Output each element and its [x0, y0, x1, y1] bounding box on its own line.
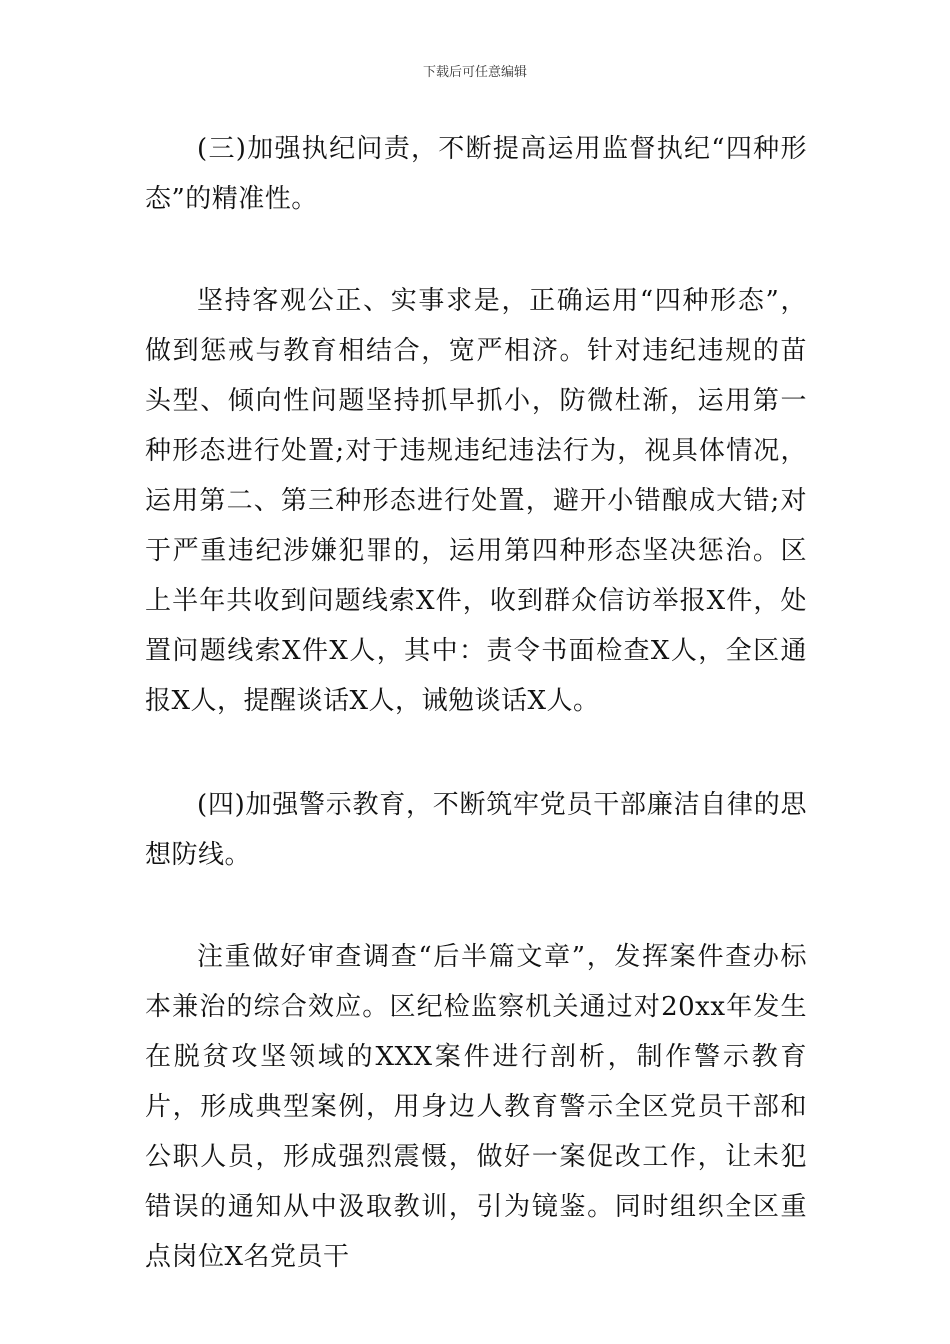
section-heading-3: (三)加强执纪问责，不断提高运用监督执纪“四种形态”的精准性。	[145, 134, 807, 214]
document-body	[145, 124, 807, 1282]
section-body-4: 注重做好审查调查“后半篇文章”，发挥案件查办标本兼治的综合效应。区纪检监察机关通过对20xx年发生在脱贫攻坚领域的XXX案件进行剖析，制作警示教育片，形成典型案例，用身边人教育警示全区党员干部和公职人员，形成强烈震慑，做好一案促改工作，让未犯错误的通知从中汲取教训，引为镜鉴。同时组织全区重点岗位X名党员干	[145, 942, 807, 1272]
section-heading-4: (四)加强警示教育，不断筑牢党员干部廉洁自律的思想防线。	[145, 790, 807, 870]
page-header-note: 下载后可任意编辑	[422, 65, 527, 80]
section-body-3: 坚持客观公正、实事求是，正确运用“四种形态”，做到惩戒与教育相结合，宽严相济。针对违纪违规的苗头型、倾向性问题坚持抓早抓小，防微杜渐，运用第一种形态进行处置;对于违规违纪违法行为，视具体情况，运用第二、第三种形态进行处置，避开小错酿成大错;对于严重违纪涉嫌犯罪的，运用第四种形态坚决惩治。区上半年共收到问题线索X件，收到群众信访举报X件，处置问题线索X件X人，其中：责令书面检查X人，全区通报X人，提醒谈话X人，诫勉谈话X人。	[145, 286, 807, 716]
